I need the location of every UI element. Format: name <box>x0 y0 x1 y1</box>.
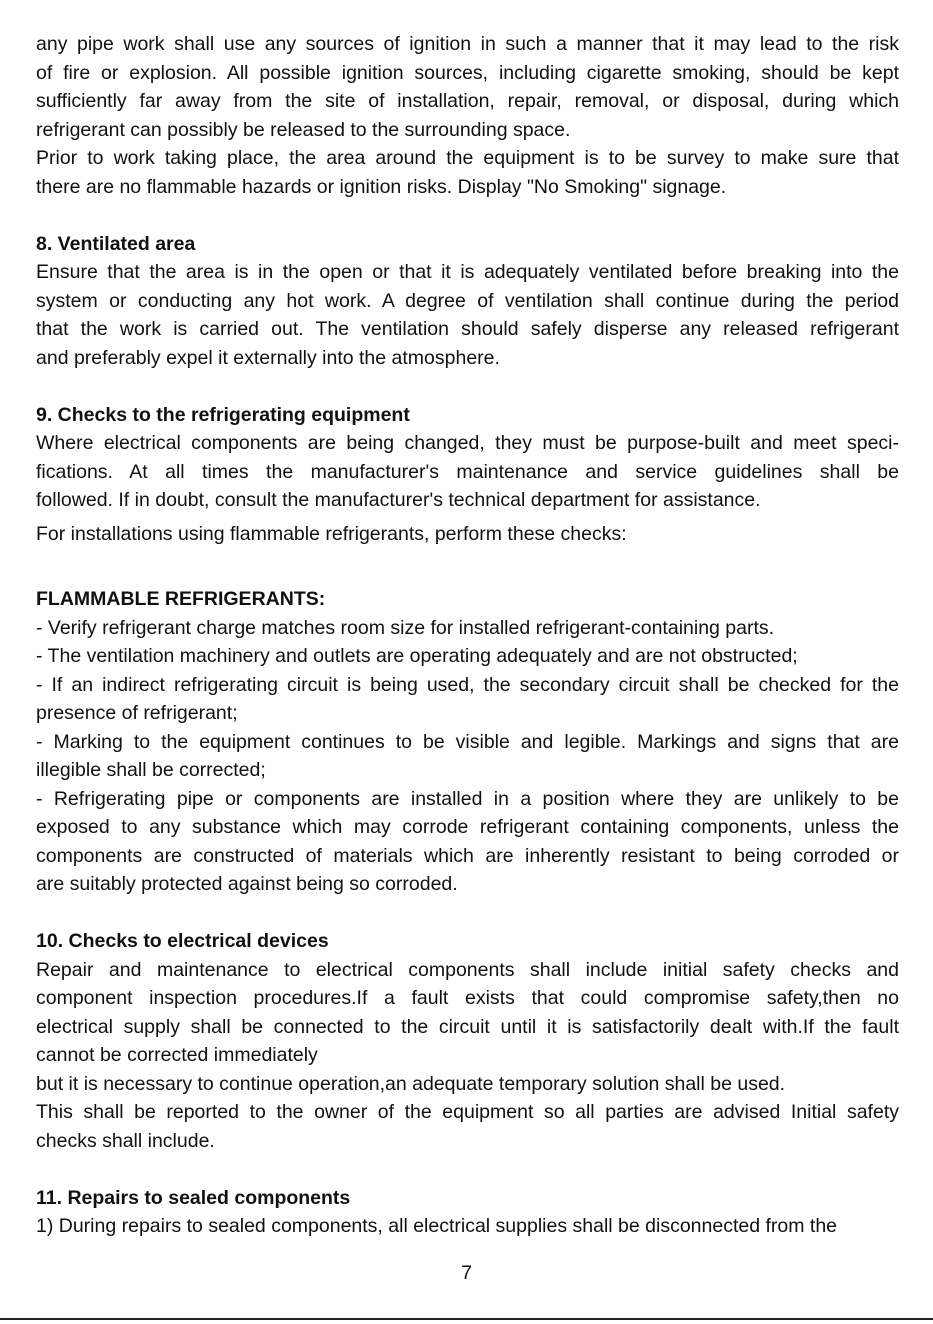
list-item: - Refrigerating pipe or components are installed in a position where they are unlikely to be <box>36 787 899 810</box>
section-heading: 10. Checks to electrical devices <box>36 930 329 952</box>
body-text-line: component inspection procedures.If a fault exists that could compromise safety,then no <box>36 987 899 1009</box>
body-text-line: Repair and maintenance to electrical components shall include initial safety checks and <box>36 958 899 981</box>
body-text-line: cannot be corrected immediately <box>36 1044 318 1066</box>
list-item: exposed to any substance which may corrode refrigerant containing components, unless the <box>36 816 899 838</box>
body-text-line: system or conducting any hot work. A degree of ventilation shall continue during the period <box>36 289 899 312</box>
body-text-line: any pipe work shall use any sources of ignition in such a manner that it may lead to the risk <box>36 33 899 55</box>
body-text-line: refrigerant can possibly be released to the surrounding space. <box>36 118 571 141</box>
body-text-line: that the work is carried out. The ventilation should safely disperse any released refrigerant <box>36 318 899 340</box>
section-heading: 11. Repairs to sealed components <box>36 1186 351 1209</box>
body-text-line: For installations using flammable refrigerants, perform these checks: <box>36 522 627 545</box>
body-text-line: checks shall include. <box>36 1129 215 1152</box>
body-text-line: and preferably expel it externally into the atmosphere. <box>36 346 500 369</box>
body-text-line: of fire or explosion. All possible ignition sources, including cigarette smoking, should be kept <box>36 61 899 84</box>
body-text-line: there are no flammable hazards or ignition risks. Display "No Smoking" signage. <box>36 175 727 198</box>
list-item: illegible shall be corrected; <box>36 759 266 781</box>
list-item: are suitably protected against being so corroded. <box>36 873 458 895</box>
page-number: 7 <box>461 1262 472 1284</box>
list-item: - Marking to the equipment continues to be visible and legible. Markings and signs that are <box>36 730 899 753</box>
manual-page-body <box>36 30 899 1241</box>
body-text-line: sufficiently far away from the site of installation, repair, removal, or disposal, during which <box>36 90 899 112</box>
list-item: - Verify refrigerant charge matches room size for installed refrigerant-containing parts. <box>36 616 775 639</box>
bottom-divider <box>0 1318 933 1320</box>
list-item: presence of refrigerant; <box>36 702 238 724</box>
body-text-line: electrical supply shall be connected to the circuit until it is satisfactorily dealt with.If the fault <box>36 1015 899 1038</box>
body-text-line: Prior to work taking place, the area around the equipment is to be survey to make sure that <box>36 147 899 169</box>
body-text-line: Where electrical components are being changed, they must be purpose-built and meet speci- <box>36 432 899 454</box>
body-text-line: fications. At all times the manufacturer's maintenance and service guidelines shall be <box>36 460 899 483</box>
list-item: components are constructed of materials which are inherently resistant to being corroded or <box>36 844 899 867</box>
section-heading: 9. Checks to the refrigerating equipment <box>36 403 410 426</box>
body-text-line: This shall be reported to the owner of the equipment so all parties are advised Initial safety <box>36 1101 899 1123</box>
body-text-line: followed. If in doubt, consult the manufacturer's technical department for assistance. <box>36 489 761 511</box>
list-item: - If an indirect refrigerating circuit is being used, the secondary circuit shall be checked for the <box>36 673 899 696</box>
list-item: - The ventilation machinery and outlets are operating adequately and are not obstructed; <box>36 645 798 667</box>
section-heading: 8. Ventilated area <box>36 232 196 255</box>
body-text-line: Ensure that the area is in the open or that it is adequately ventilated before breaking into the <box>36 261 899 283</box>
body-text-line: but it is necessary to continue operation,an adequate temporary solution shall be used. <box>36 1072 786 1095</box>
section-heading: FLAMMABLE REFRIGERANTS: <box>36 588 326 610</box>
body-text-line: 1) During repairs to sealed components, all electrical supplies shall be disconnected from the <box>36 1215 838 1237</box>
